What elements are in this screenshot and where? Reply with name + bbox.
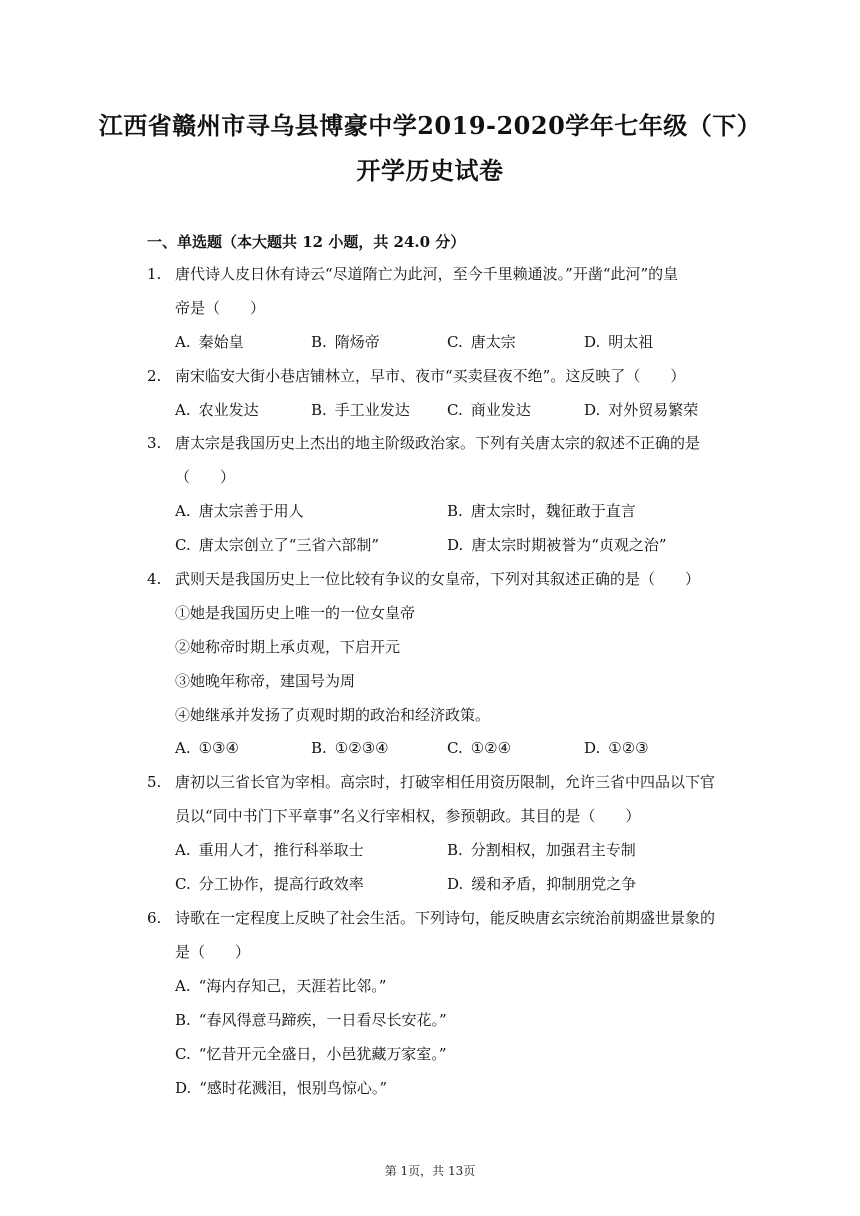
option-d: D. 对外贸易繁荣 [584,401,699,419]
question-text-line: ④她继承并发扬了贞观时期的政治和经济政策。 [175,706,491,724]
question-number: 4. [147,570,162,588]
question-text-line: 是（ ） [175,943,251,961]
question-number: 1. [147,265,162,283]
option-d: D. ①②③ [584,739,649,757]
question-text-line: 南宋临安大街小巷店铺林立，早市、夜市“买卖昼夜不绝”。这反映了（ ） [175,367,686,385]
question-text-line: 唐初以三省长官为宰相。高宗时，打破宰相任用资历限制，允许三省中四品以下官 [175,773,716,791]
option-d: D. 唐太宗时期被誉为“贞观之治” [447,536,667,554]
document-title-line-2: 开学历史试卷 [356,156,504,185]
section-heading: 一、单选题（本大题共 12 小题，共 24.0 分） [147,233,466,251]
document-title-line-1: 江西省赣州市寻乌县博豪中学2019-2020学年七年级（下） [98,111,762,140]
option-d: D. 明太祖 [584,333,654,351]
question-number: 3. [147,434,162,452]
option-c: C. 唐太宗 [447,333,516,351]
option-a: A. “海内存知己，天涯若比邻。” [175,977,387,995]
question-text-line: 诗歌在一定程度上反映了社会生活。下列诗句，能反映唐玄宗统治前期盛世景象的 [175,909,716,927]
option-a: A. 重用人才，推行科举取士 [175,841,364,859]
question-number: 6. [147,909,162,927]
option-a: A. 秦始皇 [175,333,244,351]
question-number: 2. [147,367,162,385]
question-text-line: ③她晚年称帝，建国号为周 [175,672,356,690]
option-c: C. ①②④ [447,739,512,757]
option-c: C. 商业发达 [447,401,531,419]
option-c: C. 唐太宗创立了“三省六部制” [175,536,380,554]
question-number: 5. [147,773,162,791]
page-footer: 第 1页，共 13页 [384,1164,476,1178]
option-a: A. ①③④ [175,739,239,757]
option-b: B. ①②③④ [311,739,389,757]
question-text-line: 武则天是我国历史上一位比较有争议的女皇帝，下列对其叙述正确的是（ ） [175,570,701,588]
question-text-line: 唐太宗是我国历史上杰出的地主阶级政治家。下列有关唐太宗的叙述不正确的是 [175,434,701,452]
question-text-line: 员以“同中书门下平章事”名义行宰相权，参预朝政。其目的是（ ） [175,807,641,825]
option-c: C. 分工协作，提高行政效率 [175,875,364,893]
question-text-line: 唐代诗人皮日休有诗云“尽道隋亡为此河，至今千里赖通波。”开凿“此河”的皇 [175,265,679,283]
question-text-line: （ ） [175,468,236,486]
option-b: B. 分割相权，加强君主专制 [447,841,636,859]
option-b: B. 手工业发达 [311,401,410,419]
option-d: D. “感时花溅泪，恨别鸟惊心。” [175,1079,388,1097]
option-b: B. “春风得意马蹄疾，一日看尽长安花。” [175,1011,447,1029]
question-text-line: ①她是我国历史上唯一的一位女皇帝 [175,604,416,622]
option-a: A. 农业发达 [175,401,259,419]
option-b: B. 隋炀帝 [311,333,380,351]
option-c: C. “忆昔开元全盛日，小邑犹藏万家室。” [175,1045,447,1063]
option-a: A. 唐太宗善于用人 [175,502,304,520]
option-d: D. 缓和矛盾，抑制朋党之争 [447,875,637,893]
question-text-line: 帝是（ ） [175,299,266,317]
question-text-line: ②她称帝时期上承贞观，下启开元 [175,638,401,656]
option-b: B. 唐太宗时，魏征敢于直言 [447,502,636,520]
